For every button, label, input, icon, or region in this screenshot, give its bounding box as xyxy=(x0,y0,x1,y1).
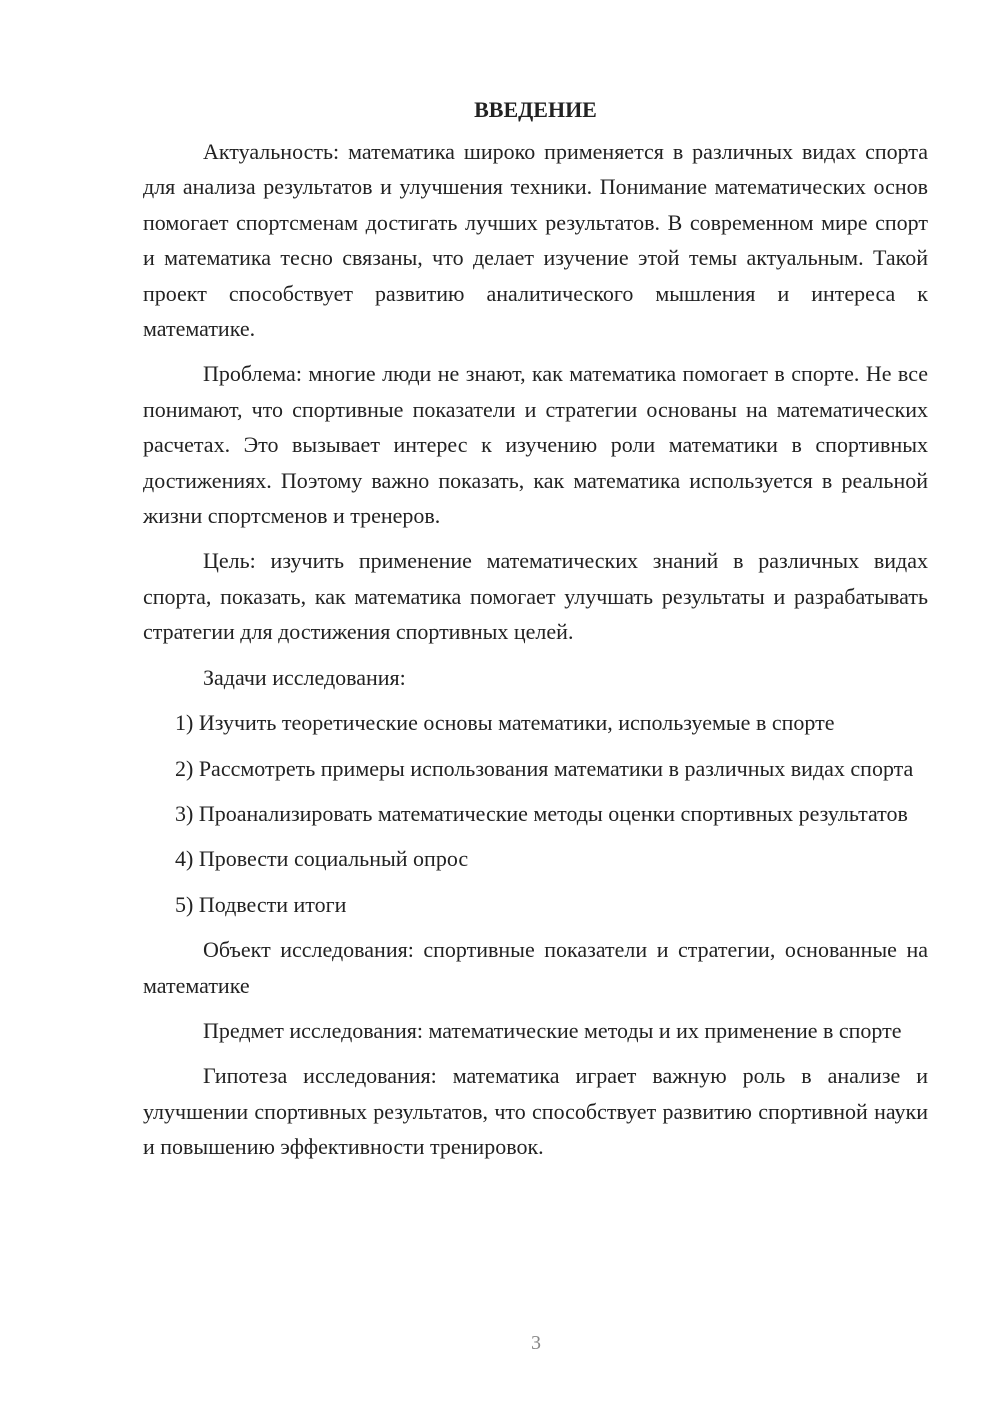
task-item-4: 4) Провести социальный опрос xyxy=(175,846,469,872)
paragraph-goal: Цель: изучить применение математических знаний в различных видах спорта, показать, как математика помогает улучшать результаты и разрабатывать стратегии для достижения спортивных целей. xyxy=(143,548,928,645)
task-item-3: 3) Проанализировать математические методы оценки спортивных результатов xyxy=(175,800,908,826)
paragraph-problem: Проблема: многие люди не знают, как математика помогает в спорте. Не все понимают, что спортивные показатели и стратегии основаны на математических расчетах. Это вызывает интерес к изучению роли математики в спортивных достижениях. Поэтому важно показать, как математика используется в реальной жизни спортсменов и тренеров. xyxy=(143,361,928,529)
tasks-title: Задачи исследования: xyxy=(203,664,406,690)
paragraph-object: Объект исследования: спортивные показатели и стратегии, основанные на математике xyxy=(143,937,928,998)
document-heading: ВВЕДЕНИЕ xyxy=(474,97,597,122)
paragraph-hypothesis: Гипотеза исследования: математика играет важную роль в анализе и улучшении спортивных результатов, что способствует развитию спортивной науки и повышению эффективности тренировок. xyxy=(143,1063,928,1160)
paragraph-subject: Предмет исследования: математические методы и их применение в спорте xyxy=(203,1017,902,1043)
task-item-2: 2) Рассмотреть примеры использования математики в различных видах спорта xyxy=(175,755,914,781)
task-item-5: 5) Подвести итоги xyxy=(175,891,347,917)
page-number: 3 xyxy=(531,1332,541,1354)
task-item-1: 1) Изучить теоретические основы математики, используемые в спорте xyxy=(175,710,835,736)
paragraph-relevance: Актуальность: математика широко применяется в различных видах спорта для анализа результатов и улучшения техники. Понимание математических основ помогает спортсменам достигать лучших результатов. В современном мире спорт и математика тесно связаны, что делает изучение этой темы актуальным. Такой проект способствует развитию аналитического мышления и интереса к математике. xyxy=(143,139,928,342)
document-page xyxy=(143,90,928,1175)
